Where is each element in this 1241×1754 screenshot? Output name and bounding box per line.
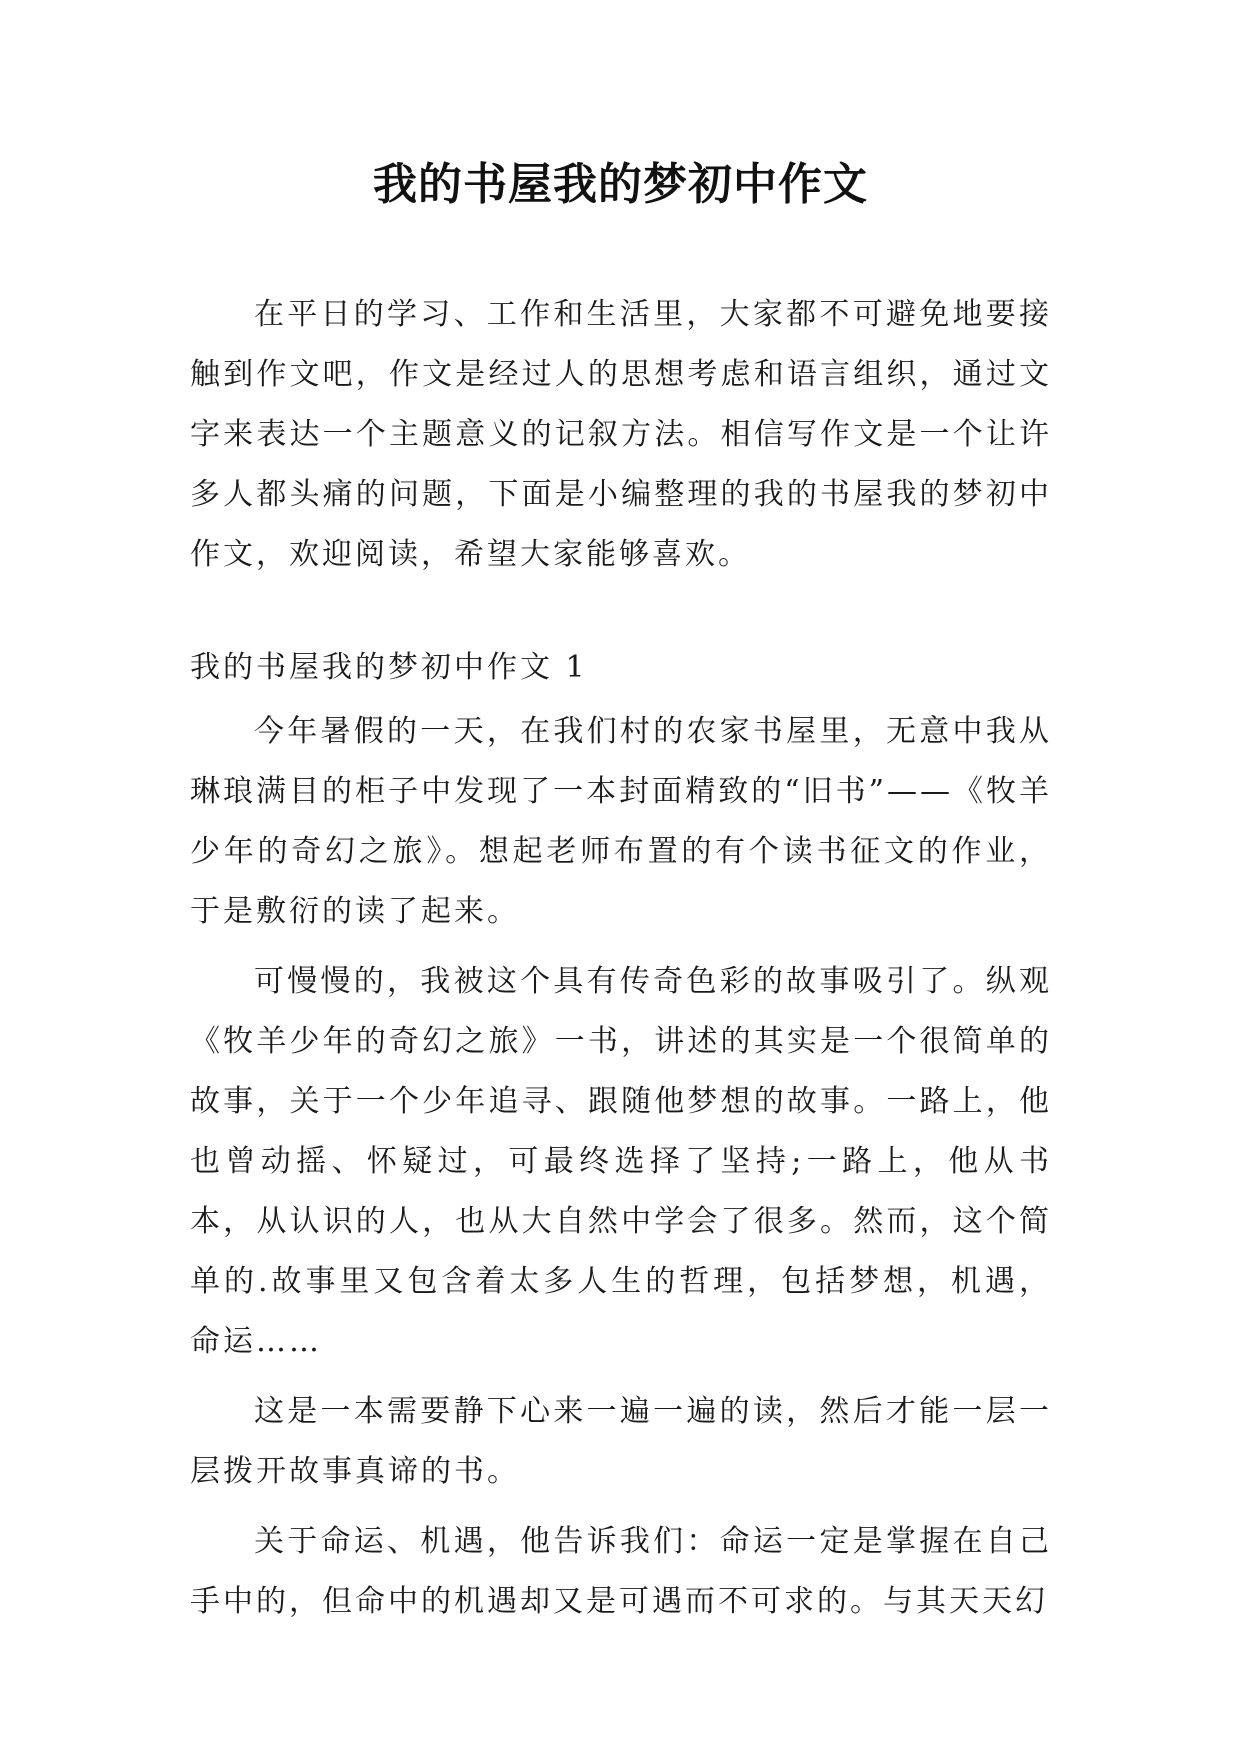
- intro-paragraph: 在平日的学习、工作和生活里，大家都不可避免地要接触到作文吧，作文是经过人的思想考虑和语言组织，通过文字来表达一个主题意义的记叙方法。相信写作文是一个让许多人都头痛的问题，下面是小编整理的我的书屋我的梦初中作文，欢迎阅读，希望大家能够喜欢。: [190, 297, 1052, 572]
- essay-paragraph: 可慢慢的，我被这个具有传奇色彩的故事吸引了。纵观《牧羊少年的奇幻之旅》一书，讲述的其实是一个很简单的故事，关于一个少年追寻、跟随他梦想的故事。一路上，他也曾动摇、怀疑过，可最终选择了坚持;一路上，他从书本，从认识的人，也从大自然中学会了很多。然而，这个简单的.故事里又包含着太多人生的哲理，包括梦想，机遇，命运……: [190, 964, 1052, 1359]
- essay-paragraph: 这是一本需要静下心来一遍一遍的读，然后才能一层一层拨开故事真谛的书。: [190, 1394, 1052, 1489]
- intro-block: [190, 285, 1052, 585]
- document-title: 我的书屋我的梦初中作文: [373, 159, 868, 210]
- essay-section: [190, 638, 1052, 1642]
- essay-paragraph: 关于命运、机遇，他告诉我们：命运一定是掌握在自己手中的，但命中的机遇却又是可遇而不可求的。与其天天幻: [190, 1524, 1052, 1619]
- essay-paragraph: 今年暑假的一天，在我们村的农家书屋里，无意中我从琳琅满目的柜子中发现了一本封面精致的“旧书”——《牧羊少年的奇幻之旅》。想起老师布置的有个读书征文的作业，于是敷衍的读了起来。: [190, 714, 1052, 929]
- section-heading: 我的书屋我的梦初中作文 1: [190, 650, 588, 685]
